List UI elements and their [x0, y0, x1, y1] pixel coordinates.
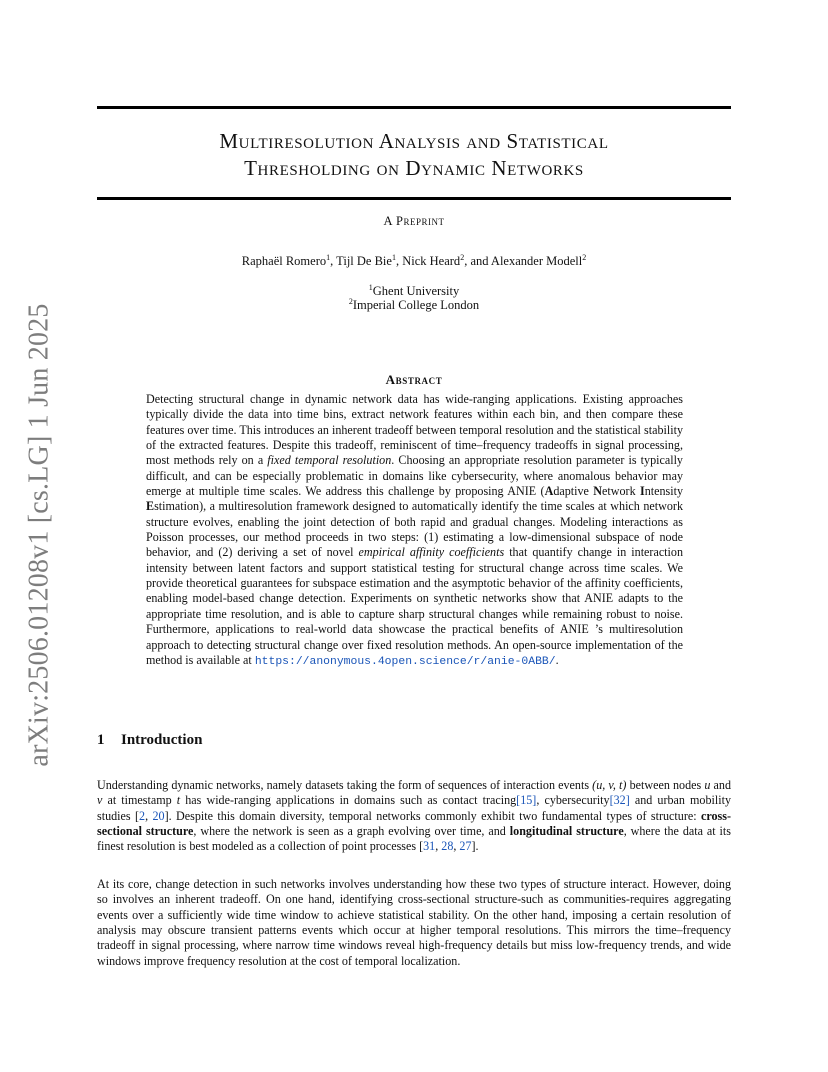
abstract-text-part: stimation), a multiresolution framework designed to automatically identify the time scales at which network structure evolves, enabling the joint detection of both rapid and gradual changes. Modeling interactions as Poisson processes, our method proceeds in two steps: (1) estimating a low-dimensional subspace of node behavior, and (2) deriving a set of novel [146, 499, 683, 560]
author-name: Alexander Modell [490, 254, 583, 268]
text-part: , [453, 839, 460, 854]
author-separator: , and [464, 254, 491, 268]
title-line-1: Multiresolution Analysis and Statistical [219, 129, 609, 153]
author-name: Nick Heard [402, 254, 461, 268]
abstract-text-part: ntensity [644, 484, 683, 499]
affiliation-name: Ghent University [372, 284, 460, 298]
text-part: , where the data at its finest resolution is best modeled as a collection of point processes [ [97, 824, 731, 854]
affiliation-name: Imperial College London [352, 298, 480, 312]
affiliation-1 [97, 284, 731, 299]
citation-link[interactable]: 27 [459, 839, 472, 854]
abstract-text-part: . [555, 652, 559, 667]
preprint-label: A Preprint [383, 214, 445, 228]
math-expression: t [176, 793, 181, 808]
citation-link[interactable]: 28 [441, 839, 454, 854]
citation-link[interactable]: 31 [423, 839, 436, 854]
acronym-letter: I [639, 484, 645, 499]
text-part: , where the network is seen as a graph evolving over time, and [193, 824, 510, 839]
affiliation-mark: 2 [348, 297, 353, 306]
abstract-emphasis: empirical affinity coefficients [358, 545, 505, 560]
abstract-emphasis: fixed temporal resolution [267, 453, 392, 468]
acronym-letter: E [146, 499, 155, 514]
text-part: between nodes [626, 778, 705, 792]
bold-term: cross-sectional structure [97, 808, 731, 839]
author-name: Raphaël Romero [241, 254, 327, 268]
abstract-text-part: Detecting structural change in dynamic network data has wide-ranging applications. Existing approaches typically divide the data into time bins, extract network features within each bin, and then compare these features over time. This introduces an inherent tradeoff between temporal resolution and the statistical stability of the extracted features. Despite this tradeoff, reminiscent of time–frequency tradeoffs in signal processing, most methods rely on a [146, 392, 683, 468]
author-separator: , [330, 254, 337, 268]
author-separator: , [395, 254, 403, 268]
intro-paragraph-2: At its core, change detection in such networks involves understanding how these two types of structure interact. However, doing so involves an inherent tradeoff. On one hand, identifying cross-sectional structure-such as communities-requires aggregating events over a sufficiently wide time window to achieve statistical stability. On the other hand, imposing a certain resolution of analysis may obscure transient patterns events which occur at higher temporal resolutions. This mirrors the time–frequency tradeoff in signal processing, where narrow time windows reveal high-frequency details but miss low-frequency trends, and wide windows improve frequency resolution at the cost of temporal localization. [97, 877, 731, 968]
citation-link[interactable]: 20 [152, 808, 165, 823]
title-top-rule [97, 106, 731, 109]
author-affiliation-mark: 1 [391, 253, 396, 262]
text-part: , [435, 839, 442, 854]
text-part: , [145, 808, 153, 823]
text-part: at timestamp [102, 793, 177, 808]
author-affiliation-mark: 2 [582, 253, 587, 262]
math-expression: v [97, 793, 103, 808]
math-expression: u [704, 778, 711, 792]
text-part: ]. Despite this domain diversity, temporal networks commonly exhibit two fundamental types of structure: [164, 808, 701, 823]
text-part: and urban mobility studies [ [97, 793, 732, 823]
abstract-text-part: daptive [553, 484, 594, 499]
arxiv-identifier-text: arXiv:2506.01208v1 [cs.LG] 1 Jun 2025 [24, 303, 55, 767]
text-part: ]. [471, 839, 479, 854]
author-name: Tijl De Bie [336, 254, 392, 268]
citation-link[interactable]: [32] [609, 793, 630, 808]
acronym-letter: A [544, 484, 554, 499]
citation-link[interactable]: [15] [516, 793, 537, 808]
author-affiliation-mark: 2 [460, 253, 465, 262]
abstract-text-part: that quantify change in interaction intensity between latent factors and support statistical testing for structural change across time scales. We provide theoretical guarantees for subspace estimation and the asymptotic behavior of the affinity coefficients, enabling model-based change detection. Experiments on synthetic networks show that ANIE adapts to the appropriate time resolution, and is able to capture sharp structural changes while remaining robust to noise. Furthermore, applications to real-world data showcase the practical benefits of ANIE ’s multiresolution approach to detecting structural change over fixed resolution methods. An open-source implementation of the method is available at [146, 545, 684, 667]
abstract-heading: Abstract [385, 372, 443, 387]
acronym-letter: N [593, 484, 603, 499]
text-part: and [710, 778, 732, 792]
paper-title [97, 128, 731, 182]
author-affiliation-mark: 1 [326, 253, 331, 262]
abstract-text [146, 392, 683, 670]
code-url-link[interactable]: https://anonymous.4open.science/r/anie-0ABB/ [254, 655, 556, 668]
bold-term: longitudinal structure [509, 824, 624, 839]
author-list [97, 254, 731, 269]
affiliation-mark: 1 [368, 283, 373, 292]
section-number: 1 [97, 732, 105, 748]
arxiv-identifier-stamp [16, 305, 64, 765]
section-title: Introduction [121, 732, 203, 748]
math-expression: (u, v, t) [592, 778, 627, 792]
section-heading-introduction [97, 732, 202, 749]
affiliation-2 [97, 298, 731, 313]
abstract-text-part: . Choosing an appropriate resolution parameter is typically difficult, and can be especially problematic in domains like cybersecurity, where anomalous behavior may emerge at multiple time scales. We address this challenge by proposing ANIE ( [146, 453, 683, 499]
title-bottom-rule [97, 197, 731, 200]
text-part: Understanding dynamic networks, namely datasets taking the form of sequences of interaction events [97, 778, 593, 792]
citation-link[interactable]: 2 [139, 808, 146, 823]
text-part: has wide-ranging applications in domains such as contact tracing [180, 793, 517, 808]
intro-paragraph-1 [97, 778, 731, 855]
text-part: , cybersecurity [536, 793, 610, 808]
title-line-2: Thresholding on Dynamic Networks [244, 156, 584, 180]
abstract-text-part: etwork [602, 484, 640, 499]
